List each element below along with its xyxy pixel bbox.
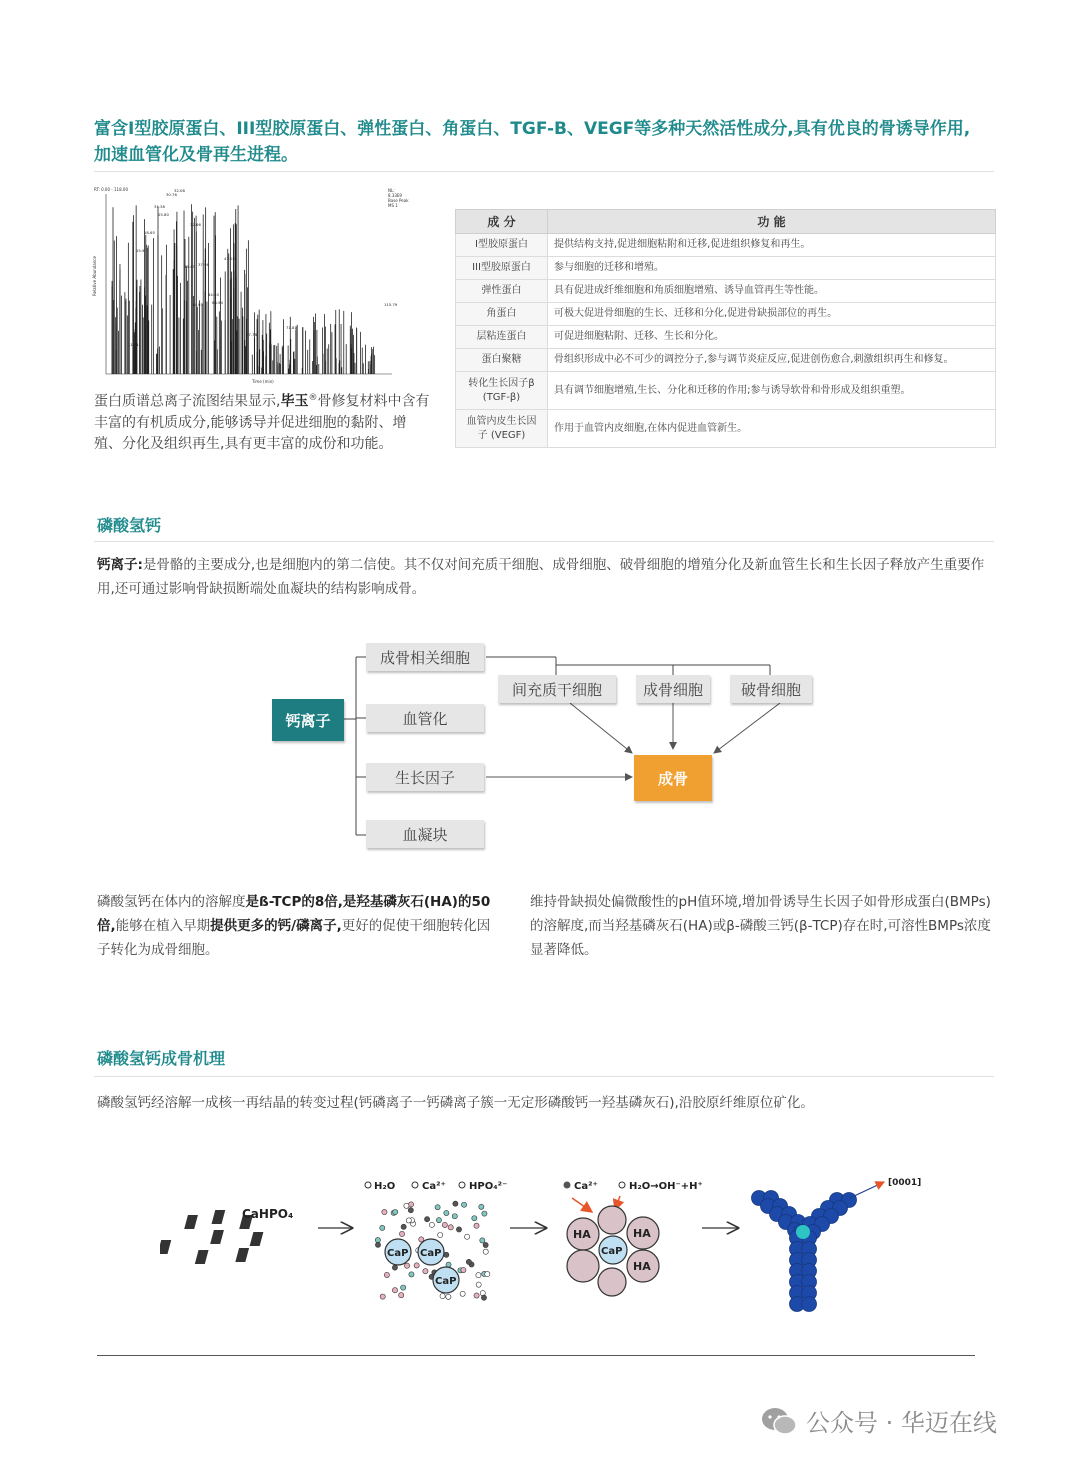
main-heading: 富含Ⅰ型胶原蛋白、III型胶原蛋白、弹性蛋白、角蛋白、TGF-B、VEGF等多种天然活性成分,具有优良的骨诱导作用, 加速血管化及骨再生进程。	[94, 119, 971, 165]
spectrum-peak-label: 37.96	[198, 262, 209, 267]
ion-dot	[446, 1294, 451, 1299]
divider	[94, 171, 994, 172]
svg-text:Ca²⁺: Ca²⁺	[574, 1181, 598, 1192]
ion-dot	[461, 1202, 466, 1207]
spectrum-peak-label: 44.40	[208, 292, 219, 297]
ion-dot	[476, 1282, 481, 1287]
cap-core	[796, 1225, 810, 1239]
ion-dot	[435, 1205, 440, 1210]
stage3-legend	[564, 1181, 703, 1192]
ion-dot	[482, 1211, 487, 1216]
vascularization-node: 血管化	[366, 704, 484, 732]
msc-node: 间充质干细胞	[498, 675, 616, 703]
ion-dot	[375, 1242, 380, 1247]
svg-text:HA: HA	[633, 1260, 651, 1273]
ion-dot	[453, 1201, 458, 1206]
ion-dot	[466, 1259, 471, 1264]
ion-dot	[480, 1238, 485, 1243]
ion-dot	[474, 1223, 479, 1228]
ion-dot	[380, 1225, 385, 1230]
flow-connectors	[260, 635, 820, 860]
ion-dot	[399, 1231, 404, 1236]
ion-dot	[424, 1217, 429, 1222]
protein-spectrum-chart	[92, 186, 410, 386]
ion-dot	[472, 1216, 477, 1221]
ph-paragraph: 维持骨缺损处偏微酸性的pH值环境,增加骨诱导生长因子如骨形成蛋白(BMPs)的溶解度,而当羟基磷灰石(HA)或β-磷酸三钙(β-TCP)存在时,可溶性BMPs浓度显著降低。	[530, 894, 991, 958]
svg-text:8.33E9: 8.33E9	[388, 193, 402, 198]
spectrum-peak-label: 34.93	[192, 302, 203, 307]
svg-text:CaP: CaP	[387, 1248, 409, 1259]
osteoblast-node: 成骨细胞	[636, 675, 710, 703]
divider	[94, 541, 994, 542]
spectrum-peak-label: 18.65	[144, 230, 155, 235]
ha-cluster	[567, 1206, 659, 1296]
ion-dot	[423, 1269, 428, 1274]
ion-dot	[460, 1291, 465, 1296]
components-table	[455, 209, 996, 448]
collagen-mineral-y-structure	[752, 1191, 857, 1312]
divider	[94, 1076, 994, 1077]
svg-text:HA: HA	[573, 1228, 591, 1241]
table-row: 角蛋白 可极大促进骨细胞的生长、迁移和分化,促进骨缺损部位的再生。	[456, 303, 996, 326]
svg-text:CaP: CaP	[435, 1276, 457, 1287]
osteogenesis-node: 成骨	[634, 755, 712, 801]
ion-dot	[392, 1288, 397, 1293]
ion-dot	[406, 1218, 411, 1223]
wechat-watermark	[760, 1403, 997, 1438]
svg-text:Ca²⁺: Ca²⁺	[422, 1181, 446, 1192]
calcium-ion-node: 钙离子	[272, 699, 344, 741]
table-header-row	[456, 210, 996, 234]
table-row: 转化生长因子β (TGF-β) 具有调节细胞增殖,生长、分化和迁移的作用;参与诱导软骨和骨形成及组织重塑。	[456, 372, 996, 410]
ion-dot	[404, 1263, 409, 1268]
svg-text:Base Peak: Base Peak	[388, 198, 409, 203]
ion-dot	[479, 1204, 484, 1209]
spectrum-peak-label: 15.97	[136, 248, 147, 253]
ion-dot	[414, 1263, 419, 1268]
spectrum-peak-label: 11.31	[128, 342, 139, 347]
header-component: 成 分	[456, 210, 548, 234]
ion-dot	[384, 1272, 389, 1277]
ion-dot	[485, 1271, 490, 1276]
axis-label: [0001]	[888, 1178, 922, 1188]
svg-text:NL:: NL:	[388, 188, 395, 193]
spectrum-peak-label: 115.79	[384, 302, 398, 307]
spectrum-ylabel: Relative Abundance	[92, 256, 97, 296]
table-row: III型胶原蛋白 参与细胞的迁移和增殖。	[456, 257, 996, 280]
section-title-mechanism: 磷酸氢钙成骨机理	[97, 1049, 226, 1068]
table-row: 血管内皮生长因子 (VEGF) 作用于血管内皮细胞,在体内促进血管新生。	[456, 410, 996, 448]
calcium-flow-diagram	[260, 635, 820, 860]
svg-text:HPO₄²⁻: HPO₄²⁻	[469, 1181, 508, 1192]
spectrum-peak-label: 32.66	[190, 222, 201, 227]
ion-dot	[375, 1237, 380, 1242]
ion-dot	[474, 1293, 479, 1298]
ion-dot	[380, 1294, 385, 1299]
ion-dot	[401, 1285, 406, 1290]
svg-text:H₂O→OH⁻+H⁺: H₂O→OH⁻+H⁺	[629, 1181, 703, 1192]
table-row: Ⅰ型胶原蛋白 提供结构支持,促进细胞粘附和迁移,促进组织修复和再生。	[456, 234, 996, 257]
section-title-calcium-phosphate: 磷酸氢钙	[97, 516, 162, 535]
ion-dot	[461, 1267, 466, 1272]
ion-dot	[382, 1209, 387, 1214]
ion-dot	[456, 1227, 461, 1232]
svg-text:HA: HA	[633, 1227, 651, 1240]
table-row: 弹性蛋白 具有促进成纤维细胞和角质细胞增殖、诱导血管再生等性能。	[456, 280, 996, 303]
spectrum-peak-label: 25.80	[158, 212, 169, 217]
mechanism-text: 磷酸氢钙经溶解一成核一再结晶的转变过程(钙磷离子一钙磷离子簇一无定形磷酸钙一羟基磷灰石),沿胶原纤维原位矿化。	[97, 1095, 814, 1111]
ion-dot	[409, 1272, 414, 1277]
spectrum-peak-label: 32.08	[174, 188, 185, 193]
ion-dot	[442, 1222, 447, 1227]
growth-factor-node: 生长因子	[366, 763, 484, 791]
ion-dot	[444, 1210, 449, 1215]
spectrum-info	[388, 188, 409, 208]
ion-dot	[464, 1234, 469, 1239]
spectrum-xlabel: Time (min)	[252, 379, 274, 384]
mineral-particle	[802, 1297, 817, 1312]
header-function: 功 能	[548, 210, 996, 234]
cahpo4-label: CaHPO₄	[242, 1207, 294, 1221]
ion-dot	[399, 1293, 404, 1298]
svg-text:MS 1: MS 1	[388, 203, 398, 208]
ion-dot	[429, 1222, 434, 1227]
calcium-ion-intro: 钙离子:是骨骼的主要成分,也是细胞内的第二信使。其不仅对间充质干细胞、成骨细胞、破骨细胞的增殖分化及新血管生长和生长因子释放产生重要作用,还可通过影响骨缺损断端处血凝块的结构影响成骨。	[97, 557, 985, 597]
ion-dot	[476, 1273, 481, 1278]
ion-dot	[408, 1208, 413, 1213]
ion-dot	[404, 1203, 409, 1208]
spectrum-peak-label: 35.45	[184, 264, 195, 269]
ion-dot	[392, 1265, 397, 1270]
spectrum-peak-label: 31.38	[154, 204, 165, 209]
spectrum-peak-label: 47.03	[224, 256, 235, 261]
ion-dot	[440, 1294, 445, 1299]
spectrum-peak-label: 71.87	[286, 325, 297, 330]
watermark-text: 公众号 · 华迈在线	[806, 1409, 997, 1437]
osteoclast-node: 破骨细胞	[730, 675, 812, 703]
table-row: 蛋白聚糖 骨组织形成中必不可少的调控分子,参与调节炎症反应,促进创伤愈合,刺激组织再生和修复。	[456, 349, 996, 372]
footer-divider	[97, 1355, 975, 1356]
ion-dot	[452, 1214, 457, 1219]
ion-dot	[481, 1295, 486, 1300]
ion-dot	[483, 1249, 488, 1254]
ion-dot	[483, 1242, 488, 1247]
osteogenic-cells-node: 成骨相关细胞	[366, 643, 484, 671]
mineralization-mechanism-illustration	[160, 1170, 930, 1315]
ion-legend	[365, 1181, 507, 1192]
svg-text:CaP: CaP	[601, 1246, 623, 1257]
spectrum-rt-label: RT: 0.00 - 118.00	[94, 187, 128, 192]
spectrum-peak-label: 68.94	[212, 300, 223, 305]
spectrum-peak-label: 57.78	[246, 332, 257, 337]
wechat-icon	[760, 1406, 798, 1436]
ion-dot	[401, 1224, 406, 1229]
ion-dot	[393, 1209, 398, 1214]
table-row: 层粘连蛋白 可促进细胞粘附、迁移、生长和分化。	[456, 326, 996, 349]
spectrum-caption: 蛋白质谱总离子流图结果显示,毕玉®骨修复材料中含有丰富的有机质成分,能够诱导并促进细胞的黏附、增殖、分化及组织再生,具有更丰富的成份和功能。	[94, 393, 430, 452]
solubility-paragraph: 磷酸氢钙在体内的溶解度是ß-TCP的8倍,是羟基磷灰石(HA)的50倍,能够在植入早期提供更多的钙/磷离子,更好的促使干细胞转化因子转化为成骨细胞。	[97, 894, 491, 958]
ion-dot	[448, 1225, 453, 1230]
ion-dot	[436, 1218, 441, 1223]
svg-text:CaP: CaP	[420, 1248, 442, 1259]
spectrum-peak-label: 30.76	[166, 192, 177, 197]
blood-clot-node: 血凝块	[366, 820, 484, 848]
svg-text:H₂O: H₂O	[374, 1181, 396, 1192]
ion-dot	[438, 1232, 443, 1237]
